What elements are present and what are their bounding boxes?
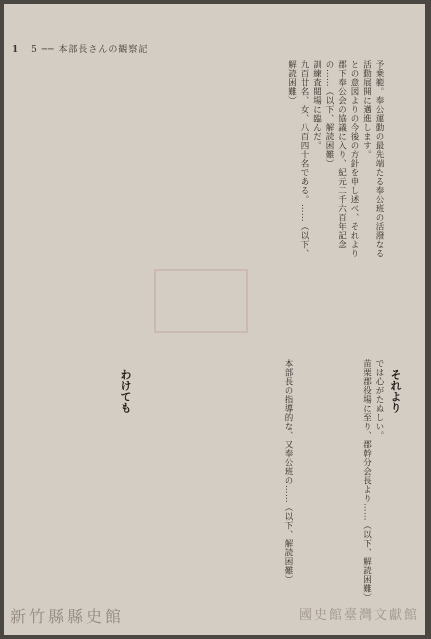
body-text-bottom-right: では心がたぬしい。 苗栗郡役場に至り、郡幹分会長より……（以下、解読困難） xyxy=(361,359,384,602)
library-seal xyxy=(154,269,248,333)
section-heading-soreyori: それより xyxy=(389,369,402,413)
body-text-bottom-left: 本部長の指導的な、又奉公班の……（以下、解読困難） xyxy=(283,359,293,584)
body-text-top: 予乗範。奉公運動の最先端たる奉公班の活潑なる活動展開に邁進します。 との意図よりの今後の方針を申し述べ、それより郡下奉公会の協議に入り、紀元二千六百年記念の……（以下、解読困難） 訓練査閲場に臨んだ。 九百廿名、女、八百四十名である。……（以下、解読困難） xyxy=(286,60,384,258)
archive-stamp-left: 新竹縣縣史館 xyxy=(10,607,125,626)
running-title: 5 ── 本部長さんの観察記 xyxy=(31,45,149,55)
folio-number: 1 xyxy=(12,45,20,55)
page-header xyxy=(12,42,148,55)
section-heading-wakete: わけても xyxy=(119,369,132,413)
archive-stamp-right: 國史館臺灣文獻館 xyxy=(298,608,419,623)
document-page xyxy=(4,4,425,635)
